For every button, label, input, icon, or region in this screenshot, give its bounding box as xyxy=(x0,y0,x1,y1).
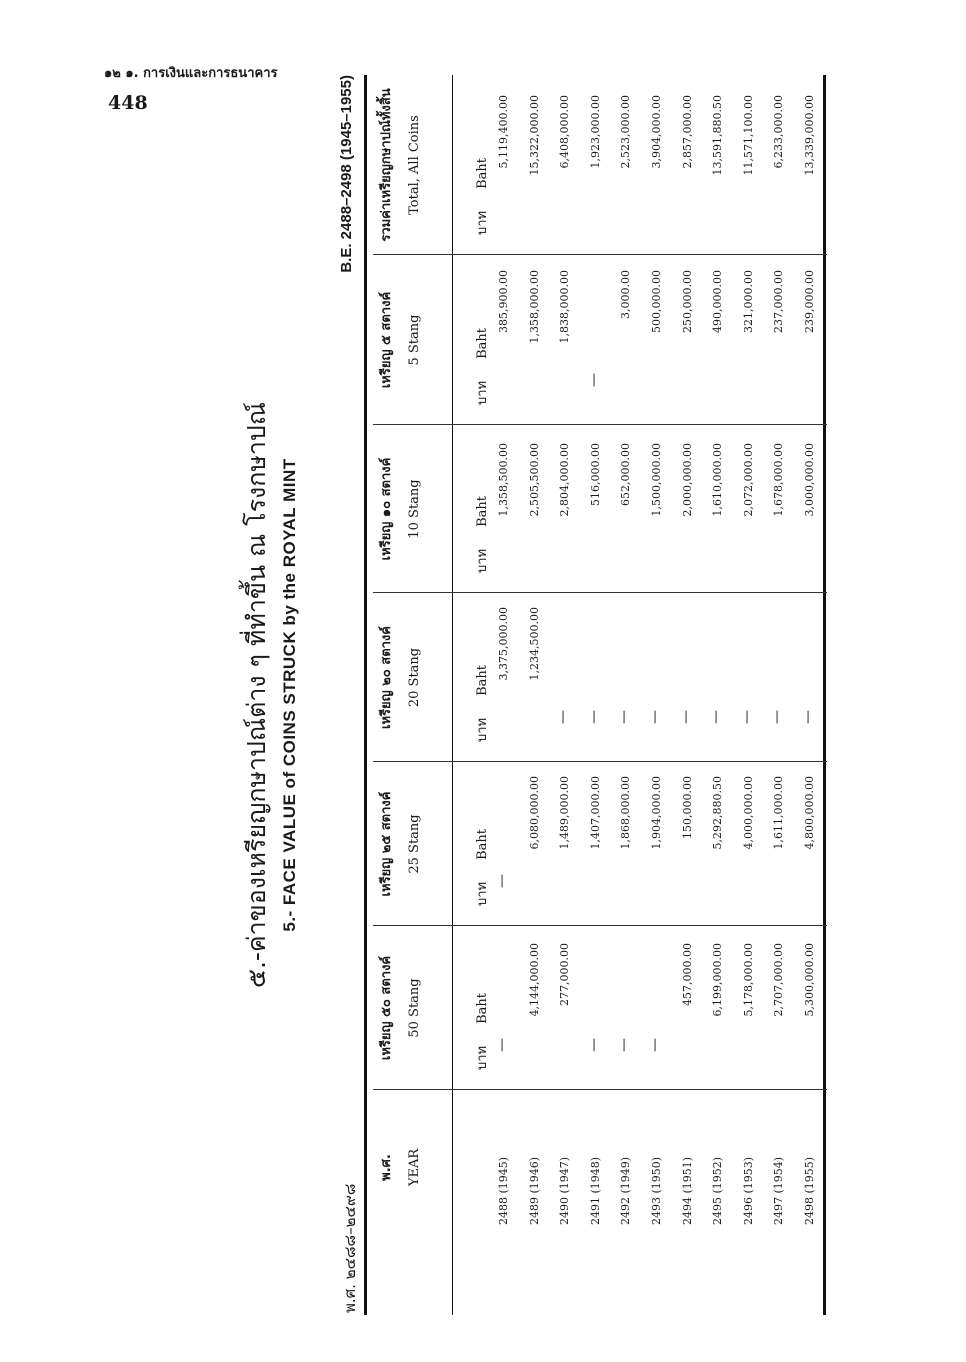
table-cell: 516,000.00 xyxy=(588,443,602,506)
table-cell: 237,000.00 xyxy=(772,270,786,333)
column-separator xyxy=(373,1089,827,1090)
page-number: 448 xyxy=(108,92,148,114)
table-cell: — xyxy=(616,1038,633,1052)
unit-thai: บาท xyxy=(475,881,490,906)
table-cell: 1,234,500.00 xyxy=(527,607,541,681)
coin-value-table xyxy=(364,75,826,1315)
unit-label xyxy=(471,496,492,573)
table-cell: 6,408,000.00 xyxy=(558,95,572,169)
table-cell: — xyxy=(738,710,755,724)
coin-column-3 xyxy=(367,593,823,762)
table-cell: 239,000.00 xyxy=(803,270,816,333)
year-cell: 2493 (1950) xyxy=(650,1156,663,1225)
table-cell: 6,080,000.00 xyxy=(527,776,541,850)
table-cell: 1,500,000.00 xyxy=(650,443,663,517)
column-separator xyxy=(373,925,827,926)
year-cell: 2490 (1947) xyxy=(558,1156,572,1225)
table-cell: 2,072,000.00 xyxy=(741,443,755,517)
table-cell: 652,000.00 xyxy=(619,443,633,506)
running-title: ๑๒ ๑. การเงินและการธนาคาร xyxy=(104,66,278,81)
period-thai: พ.ศ. ๒๔๘๘–๒๔๙๘ xyxy=(341,1183,359,1313)
column-separator xyxy=(373,592,827,593)
table-cell: 5,178,000.00 xyxy=(741,943,755,1017)
table-cell: 1,611,000.00 xyxy=(772,776,786,850)
table-cell: — xyxy=(800,710,816,724)
coin-column-2 xyxy=(367,762,823,926)
unit-thai: บาท xyxy=(475,1045,490,1070)
table-cell: 490,000.00 xyxy=(711,270,725,333)
column-header-thai: เหรียญ ๒๐ สตางค์ xyxy=(379,626,394,729)
table-cell: 1,868,000.00 xyxy=(619,776,633,850)
column-header-thai: เหรียญ ๕ สตางค์ xyxy=(379,291,394,389)
column-header-english: 50 Stang xyxy=(407,978,422,1038)
table-cell: 3,375,000.00 xyxy=(497,607,510,681)
column-separator xyxy=(373,761,827,762)
year-cell: 2495 (1952) xyxy=(711,1156,725,1225)
unit-english: Baht xyxy=(475,157,490,189)
coin-column-5 xyxy=(367,255,823,425)
coin-column-6 xyxy=(367,75,823,255)
table-cell: — xyxy=(585,1038,602,1052)
table-cell: 1,904,000.00 xyxy=(650,776,663,850)
table-cell: 5,119,400.00 xyxy=(497,95,510,169)
period-english: B.E. 2488–2498 (1945–1955) xyxy=(338,75,355,273)
table-title-thai: ๕.-ค่าของเหรียญกษาปณ์ต่าง ๆ ที่ทำขึ้น ณ โรงกษาปณ์ xyxy=(242,402,271,988)
table-cell: 4,800,000.00 xyxy=(803,776,816,850)
table-cell: — xyxy=(647,1038,663,1052)
table-cell: 1,838,000.00 xyxy=(558,270,572,344)
unit-english: Baht xyxy=(475,327,490,359)
table-cell: 6,199,000.00 xyxy=(711,943,725,1017)
table-cell: 5,300,000.00 xyxy=(803,943,816,1017)
table-title-english: 5.- FACE VALUE of COINS STRUCK by the ROYAL MINT xyxy=(280,458,299,932)
column-header-english: 25 Stang xyxy=(407,814,422,874)
table-cell: 5,292,880.50 xyxy=(711,776,725,850)
table-cell: 457,000.00 xyxy=(680,943,694,1006)
table-cell: 1,678,000.00 xyxy=(772,443,786,517)
table-cell: 1,923,000.00 xyxy=(588,95,602,169)
column-header-thai: เหรียญ ๒๕ สตางค์ xyxy=(379,791,394,897)
table-cell: — xyxy=(494,1038,510,1052)
column-header-english: 5 Stang xyxy=(407,314,422,366)
unit-english: Baht xyxy=(475,992,490,1024)
year-header-thai: พ.ศ. xyxy=(379,1154,394,1181)
table-cell: 3,904,000.00 xyxy=(650,95,663,169)
table-cell: 13,339,000.00 xyxy=(803,95,816,176)
unit-label xyxy=(471,993,492,1070)
table-cell: 321,000.00 xyxy=(741,270,755,333)
year-cell: 2492 (1949) xyxy=(619,1156,633,1225)
table-cell: — xyxy=(555,710,572,724)
year-cell: 2491 (1948) xyxy=(588,1156,602,1225)
column-header-english: 20 Stang xyxy=(407,647,422,708)
column-header-thai: เหรียญ ๕๐ สตางค์ xyxy=(379,955,394,1061)
unit-label xyxy=(471,328,492,405)
rotated-table-page xyxy=(242,75,832,1315)
table-cell: 385,900.00 xyxy=(497,270,510,333)
table-cell: 3,000,000.00 xyxy=(803,443,816,517)
table-cell: 4,144,000.00 xyxy=(527,943,541,1017)
table-cell: 1,407,000.00 xyxy=(588,776,602,850)
table-cell: 277,000.00 xyxy=(558,943,572,1006)
unit-label xyxy=(471,665,492,742)
unit-english: Baht xyxy=(475,664,490,696)
table-cell: 500,000.00 xyxy=(650,270,663,333)
unit-thai: บาท xyxy=(475,717,490,742)
table-cell: — xyxy=(585,373,602,387)
table-cell: 2,523,000.00 xyxy=(619,95,633,169)
unit-thai: บาท xyxy=(475,548,490,573)
unit-thai: บาท xyxy=(475,380,490,405)
table-cell: 1,489,000.00 xyxy=(558,776,572,850)
table-cell: — xyxy=(494,874,510,888)
table-cell: 3,000.00 xyxy=(619,270,633,319)
table-cell: 2,000,000.00 xyxy=(680,443,694,517)
column-header-thai: เหรียญ ๑๐ สตางค์ xyxy=(379,457,394,561)
unit-english: Baht xyxy=(475,828,490,860)
year-cell: 2496 (1953) xyxy=(741,1156,755,1225)
column-header-english: Total, All Coins xyxy=(407,115,422,215)
table-cell: 4,000,000.00 xyxy=(741,776,755,850)
table-cell: — xyxy=(616,710,633,724)
column-header-thai: รวมค่าเหรียญกษาปณ์ทั้งสิ้น xyxy=(379,88,394,242)
table-cell: — xyxy=(585,710,602,724)
table-cell: 2,505,500.00 xyxy=(527,443,541,517)
coin-column-4 xyxy=(367,425,823,593)
table-cell: 13,591,880.50 xyxy=(711,95,725,176)
table-cell: — xyxy=(677,710,694,724)
table-cell: 1,358,500.00 xyxy=(497,443,510,517)
column-separator xyxy=(373,424,827,425)
table-cell: 1,610,000.00 xyxy=(711,443,725,517)
table-cell: — xyxy=(769,710,786,724)
unit-label xyxy=(471,158,492,235)
table-cell: 1,358,000.00 xyxy=(527,270,541,344)
table-cell: — xyxy=(647,710,663,724)
year-cell: 2489 (1946) xyxy=(527,1156,541,1225)
table-cell: — xyxy=(708,710,725,724)
year-cell: 2498 (1955) xyxy=(803,1156,816,1225)
coin-column-1 xyxy=(367,926,823,1090)
unit-label xyxy=(471,829,492,906)
table-cell: 150,000.00 xyxy=(680,776,694,839)
year-cell: 2488 (1945) xyxy=(497,1156,510,1225)
unit-english: Baht xyxy=(475,495,490,527)
column-header-english: 10 Stang xyxy=(407,479,422,539)
column-separator xyxy=(373,254,827,255)
table-cell: 15,322,000.00 xyxy=(527,95,541,176)
year-cell: 2497 (1954) xyxy=(772,1156,786,1225)
unit-thai: บาท xyxy=(475,210,490,235)
table-cell: 6,233,000.00 xyxy=(772,95,786,169)
table-cell: 2,804,000.00 xyxy=(558,443,572,517)
table-cell: 250,000.00 xyxy=(680,270,694,333)
year-header-english: YEAR xyxy=(407,1148,422,1187)
table-cell: 11,571,100.00 xyxy=(741,95,755,176)
table-cell: 2,857,000.00 xyxy=(680,95,694,169)
table-cell: 2,707,000.00 xyxy=(772,943,786,1017)
year-cell: 2494 (1951) xyxy=(680,1156,694,1225)
